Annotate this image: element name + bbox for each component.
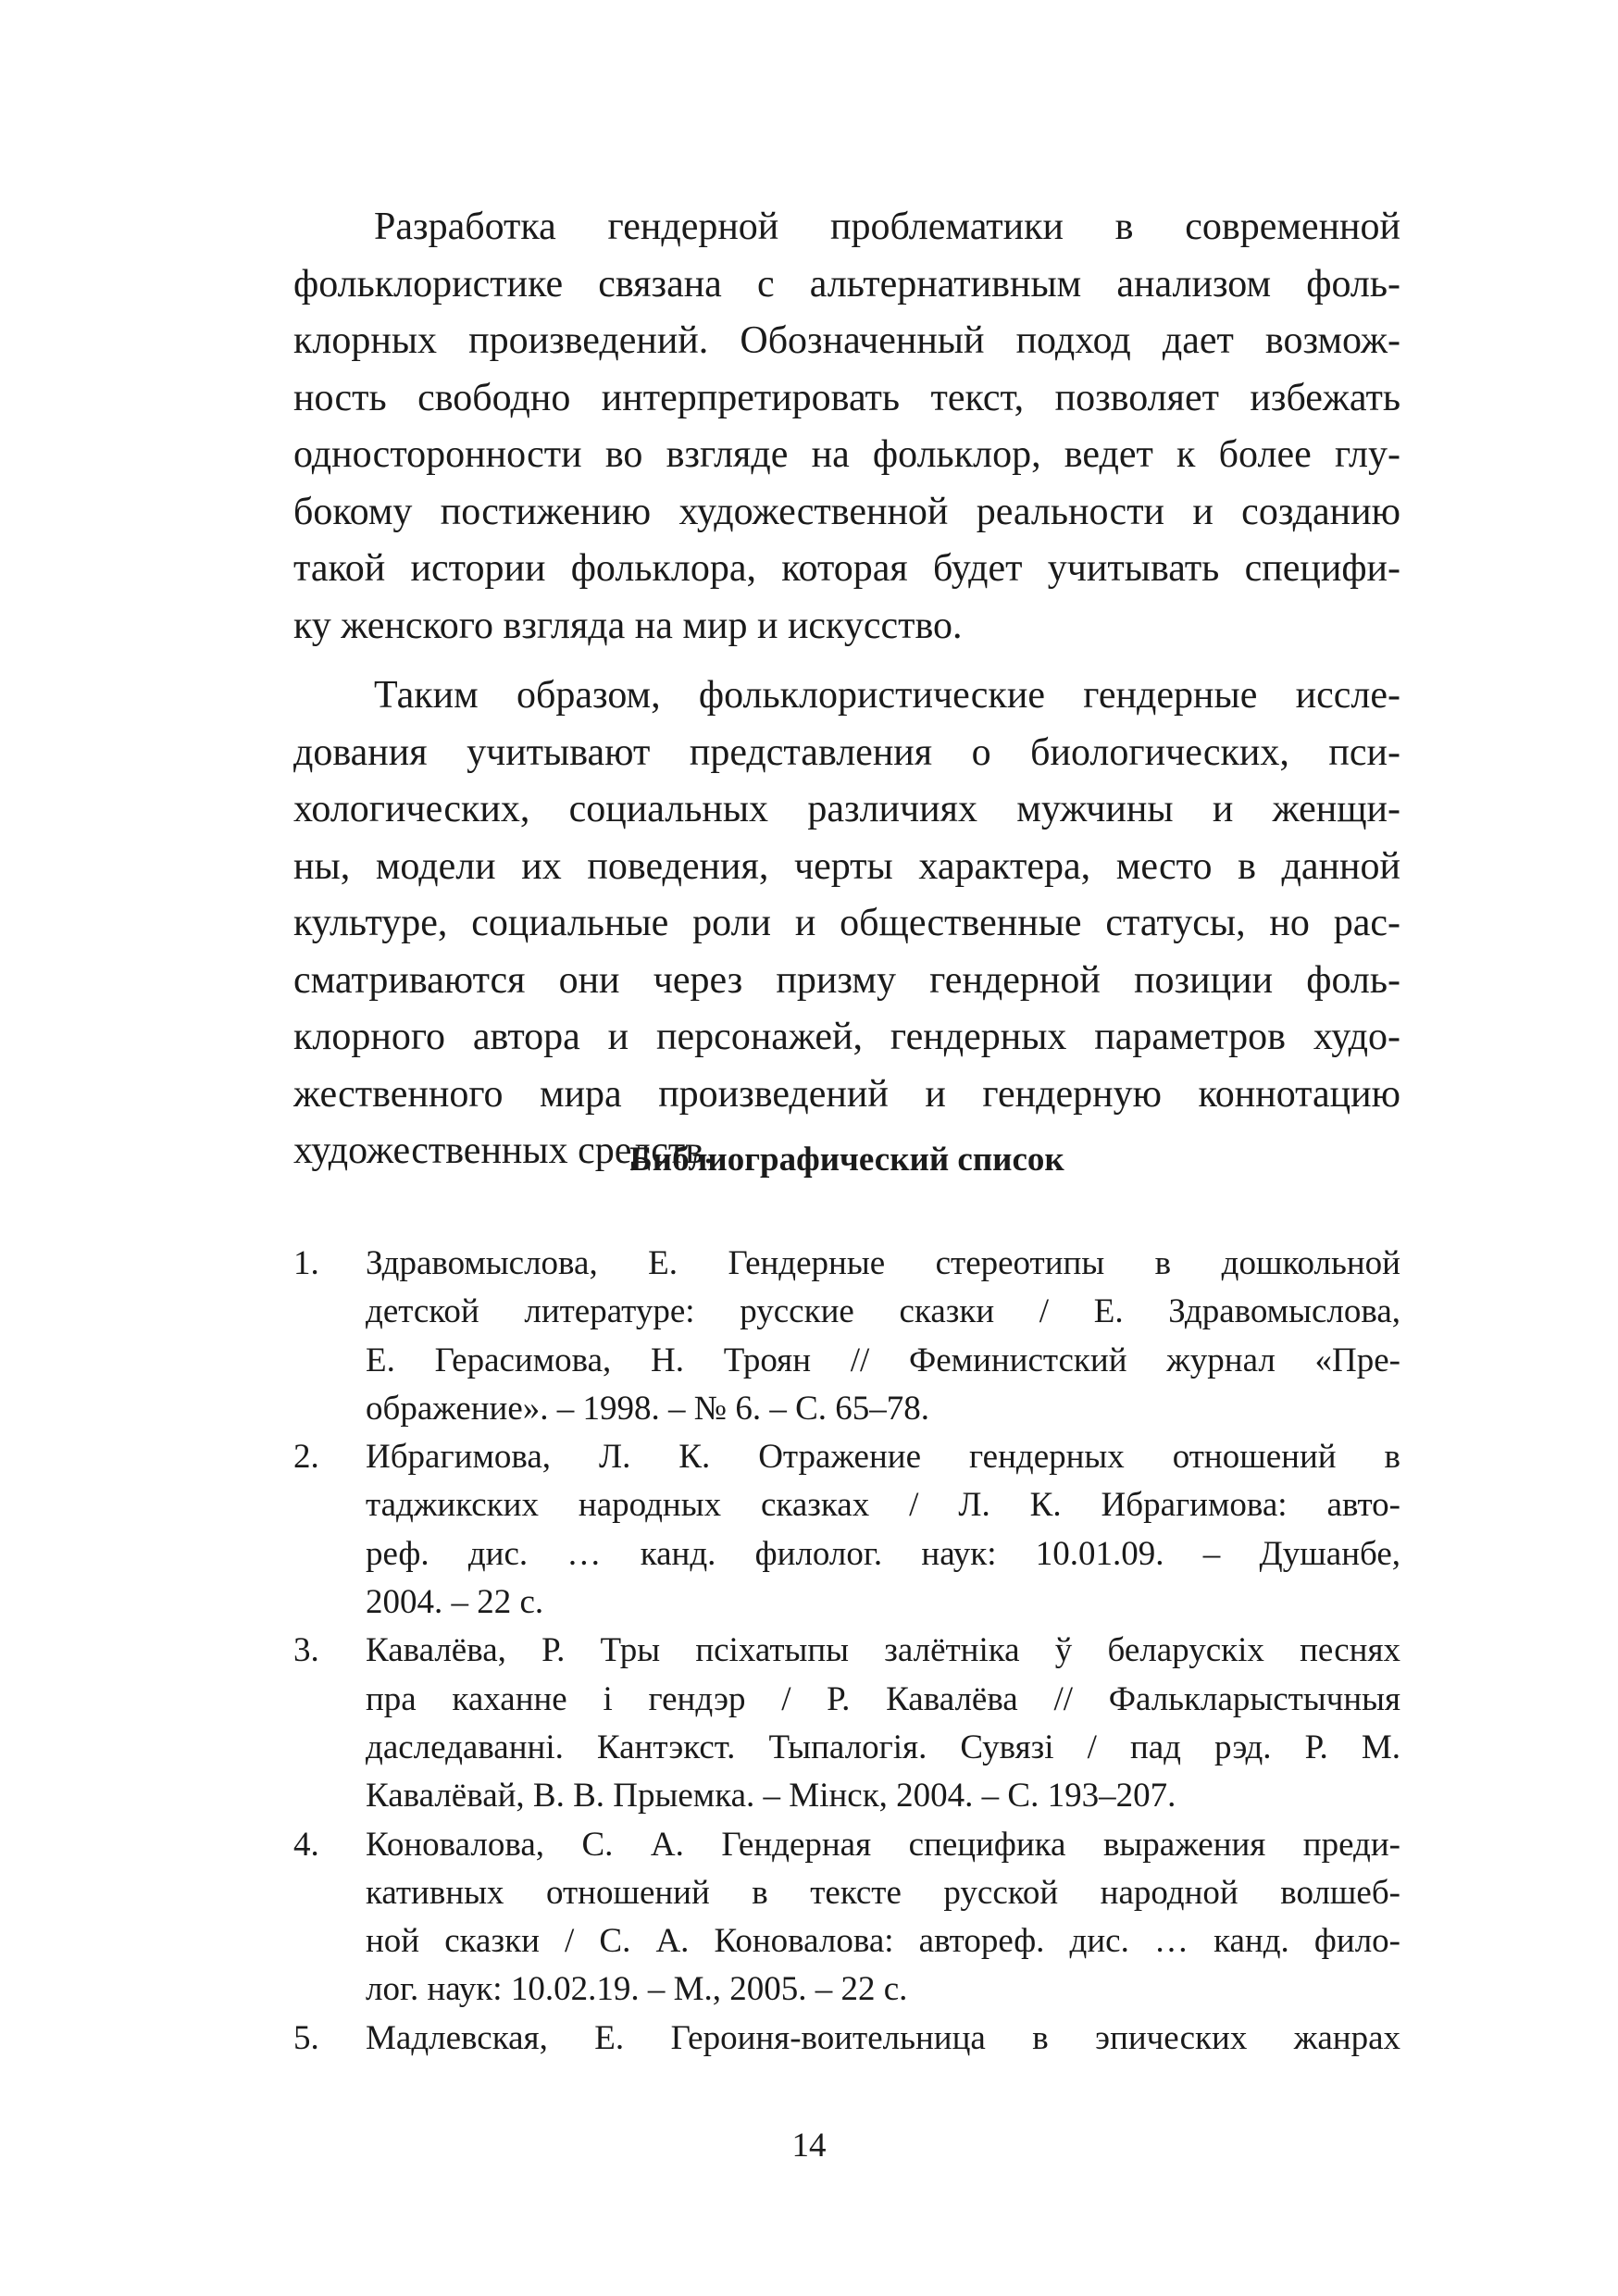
paragraph-line: Разработка гендерной проблематики в современной (374, 206, 1400, 248)
bibliography-item-number: 1. (293, 1244, 319, 1282)
bibliography-item (293, 1240, 1400, 1433)
bibliography-line: кативных отношений в тексте русской народной волшеб- (366, 1873, 1400, 1912)
bibliography-line: таджикских народных сказках / Л. К. Ибрагимова: авто- (366, 1486, 1400, 1525)
bibliography-line: даследаванні. Кантэкст. Тыпалогія. Сувязі / пад рэд. Р. М. (366, 1728, 1400, 1766)
paragraph-line: бокому постижению художественной реальности и созданию (293, 490, 1400, 533)
bibliography-item (293, 1627, 1400, 1820)
paragraph-line: фольклористике связана с альтернативным анализом фоль- (293, 262, 1400, 306)
bibliography-heading: Библиографический список (629, 1141, 1064, 1179)
body-paragraph-2 (293, 668, 1400, 1180)
body-paragraph-1 (293, 199, 1400, 655)
paragraph-line: хологических, социальных различиях мужчины и женщи- (293, 788, 1400, 830)
paragraph-line: ность свободно интерпретировать текст, позволяет избежать (293, 376, 1400, 419)
bibliography-line: Ибрагимова, Л. К. Отражение гендерных отношений в (366, 1438, 1400, 1477)
paragraph-line: сматриваются они через призму гендерной позиции фоль- (293, 958, 1400, 1002)
paragraph-line: такой истории фольклора, которая будет учитывать специфи- (293, 547, 1400, 590)
bibliography-line: Мадлевская, Е. Героиня-воительница в эпических жанрах (366, 2018, 1400, 2057)
bibliography-item-number: 3. (293, 1631, 319, 1670)
bibliography-line: Коновалова, С. А. Гендерная специфика выражения преди- (366, 1825, 1400, 1864)
bibliography-line: Здравомыслова, Е. Гендерные стереотипы в дошкольной (366, 1244, 1400, 1282)
bibliography-line: детской литературе: русские сказки / Е. Здравомыслова, (366, 1292, 1400, 1331)
bibliography-item (293, 1821, 1400, 2015)
paragraph-line: жественного мира произведений и гендерную коннотацию (293, 1072, 1400, 1116)
page-content (293, 199, 1400, 2057)
paragraph-line: дования учитывают представления о биологических, пси- (293, 730, 1400, 774)
paragraph-line: ку женского взгляда на мир и искусство. (293, 604, 963, 647)
paragraph-line: односторонности во взгляде на фольклор, ведет к более глу- (293, 433, 1400, 476)
paragraph-line: художественных средств. (293, 1129, 714, 1172)
page-number: 14 (791, 2127, 827, 2165)
bibliography-line: пра каханне і гендэр / Р. Кавалёва // Фалькларыстычныя (366, 1679, 1400, 1718)
bibliography-list (293, 1240, 1400, 2063)
bibliography-line: Кавалёва, Р. Тры псіхатыпы залётніка ў беларускіх песнях (366, 1631, 1400, 1670)
bibliography-item-number: 2. (293, 1438, 319, 1477)
bibliography-line: Е. Герасимова, Н. Троян // Феминистский журнал «Пре- (366, 1341, 1400, 1379)
bibliography-item (293, 1433, 1400, 1627)
paragraph-line: клорных произведений. Обозначенный подход дает возмож- (293, 319, 1400, 362)
bibliography-item-number: 5. (293, 2018, 319, 2057)
bibliography-item (293, 2015, 1400, 2063)
bibliography-line: лог. наук: 10.02.19. – М., 2005. – 22 с. (366, 1970, 908, 2009)
paragraph-line: Таким образом, фольклористические гендерные иссле- (374, 674, 1400, 717)
bibliography-item-number: 4. (293, 1825, 319, 1864)
paragraph-line: культуре, социальные роли и общественные статусы, но рас- (293, 902, 1400, 944)
paragraph-line: ны, модели их поведения, черты характера, место в данной (293, 844, 1400, 888)
bibliography-line: Кавалёвай, В. В. Прыемка. – Мінск, 2004. – С. 193–207. (366, 1777, 1176, 1816)
bibliography-line: 2004. – 22 с. (366, 1583, 544, 1622)
bibliography-line: реф. дис. … канд. филолог. наук: 10.01.09. – Душанбе, (366, 1534, 1400, 1573)
bibliography-line: ображение». – 1998. – № 6. – С. 65–78. (366, 1389, 930, 1428)
paragraph-line: клорного автора и персонажей, гендерных параметров худо- (293, 1016, 1400, 1058)
bibliography-line: ной сказки / С. А. Коновалова: автореф. дис. … канд. фило- (366, 1922, 1400, 1961)
